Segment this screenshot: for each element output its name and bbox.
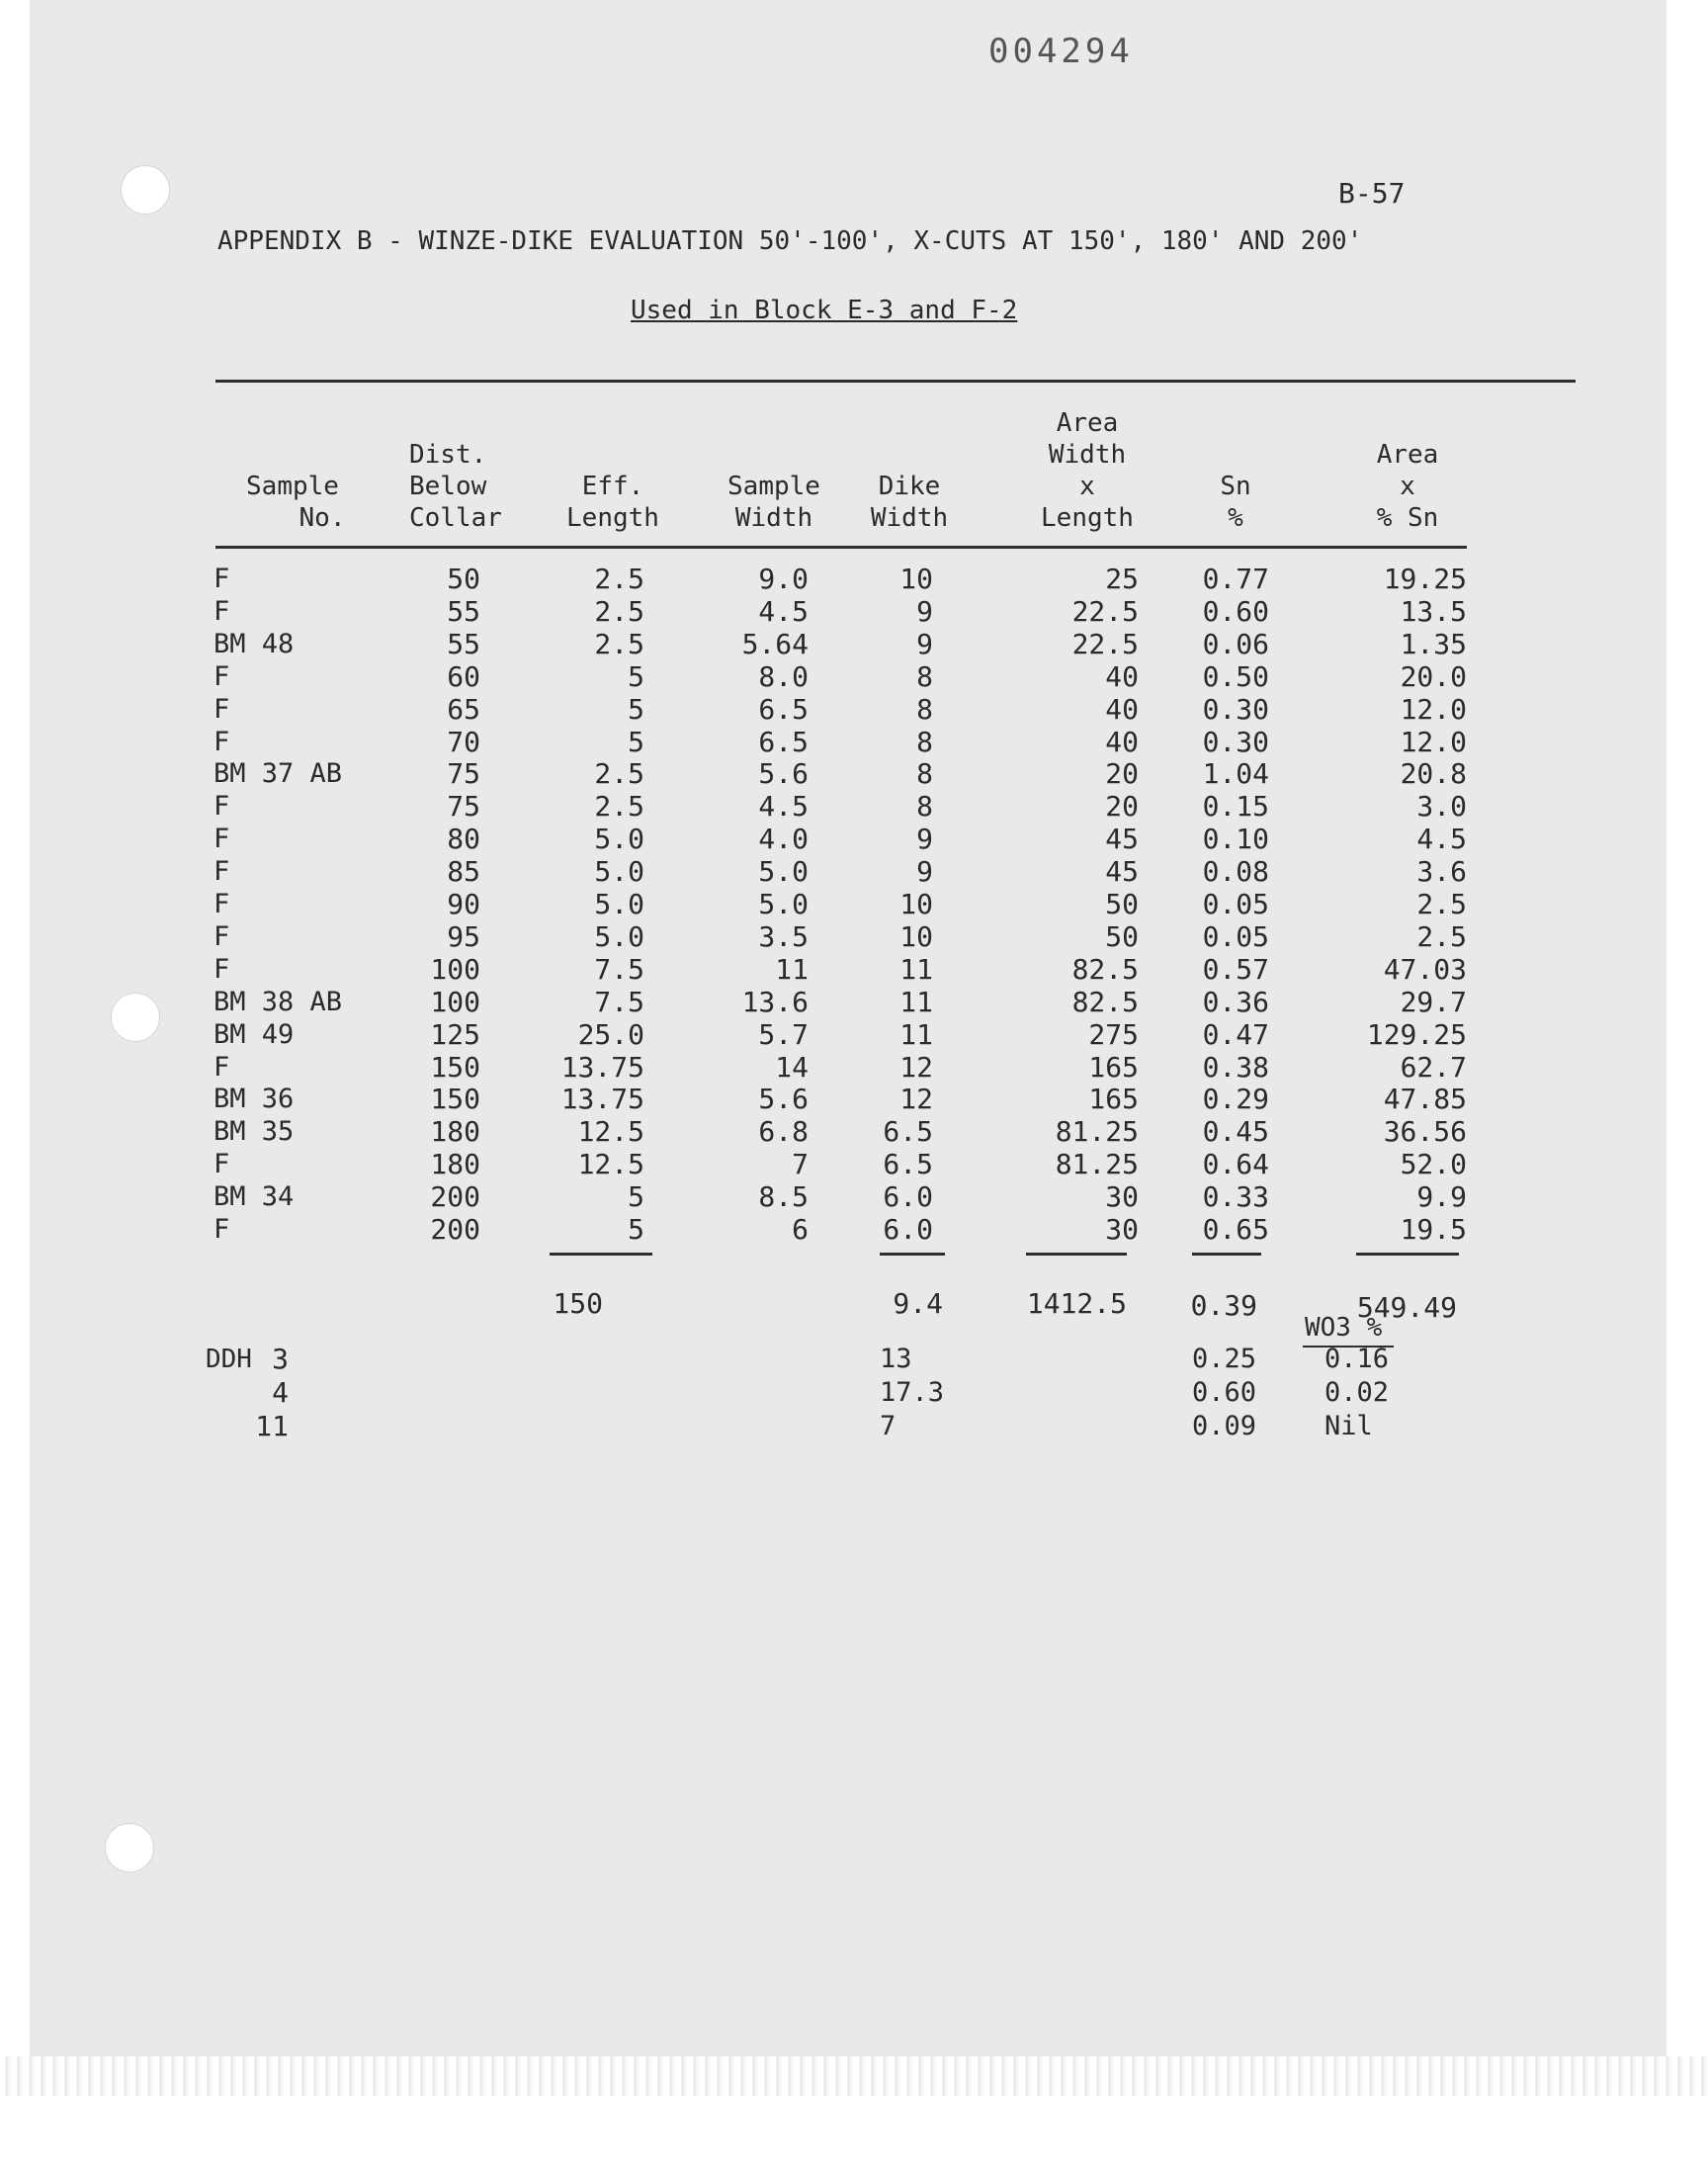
ddh-dike-width: 7 — [880, 1410, 897, 1441]
cell-sw: 6.5 — [758, 725, 809, 758]
cell-axs: 9.9 — [1416, 1180, 1467, 1214]
cell-area: 50 — [1105, 888, 1139, 920]
page-subtitle: Used in Block E-3 and F-2 — [631, 296, 1018, 325]
cell-dw: 10 — [899, 563, 933, 595]
cell-dist: 150 — [430, 1050, 480, 1084]
cell-sn: 0.08 — [1202, 855, 1269, 889]
ddh-sn: 0.09 — [1192, 1410, 1257, 1441]
cell-sn: 1.04 — [1202, 757, 1269, 791]
cell-dw: 6.5 — [883, 1115, 933, 1149]
header-dist-line-2: Below — [409, 472, 487, 501]
cell-axs: 12.0 — [1400, 692, 1467, 726]
dike-width-total-rule — [880, 1253, 945, 1256]
cell-sn: 0.10 — [1202, 823, 1269, 856]
cell-area: 81.25 — [1055, 1115, 1139, 1149]
cell-dw: 6.0 — [883, 1180, 933, 1214]
cell-eff: 13.75 — [560, 1083, 644, 1116]
cell-dist: 55 — [447, 594, 480, 628]
cell-eff: 12.5 — [577, 1148, 644, 1181]
cell-eff: 5.0 — [594, 919, 644, 953]
cell-area: 82.5 — [1071, 985, 1139, 1018]
cell-sn: 0.30 — [1202, 692, 1269, 726]
cell-sn: 0.05 — [1202, 919, 1269, 953]
table-top-rule — [215, 380, 1576, 383]
cell-eff: 5.0 — [594, 823, 644, 856]
header-sample-line-1: Sample — [246, 472, 339, 501]
cell-eff: 2.5 — [594, 563, 644, 595]
cell-dw: 9 — [916, 627, 933, 660]
cell-eff: 5 — [628, 725, 644, 758]
cell-eff: 25.0 — [577, 1017, 644, 1051]
cell-sn: 0.50 — [1202, 659, 1269, 693]
cell-dw: 6.5 — [883, 1148, 933, 1181]
cell-sw: 6 — [792, 1213, 809, 1246]
header-eff-line-1: Eff. — [581, 472, 644, 501]
cell-eff: 5 — [628, 1213, 644, 1246]
cell-dist: 180 — [430, 1115, 480, 1149]
cell-sw: 8.0 — [758, 659, 809, 693]
cell-area: 22.5 — [1071, 627, 1139, 660]
cell-sample-no: F — [214, 856, 230, 888]
cell-sw: 7 — [792, 1148, 809, 1181]
cell-eff: 5 — [628, 1180, 644, 1214]
cell-sample-no: BM 37 AB — [214, 758, 343, 790]
cell-sample-no: BM 48 — [214, 628, 295, 659]
total-eff-length: 150 — [553, 1286, 603, 1320]
cell-area: 45 — [1105, 823, 1139, 856]
page-title: APPENDIX B - WINZE-DIKE EVALUATION 50'-100', X-CUTS AT 150', 180' AND 200' — [217, 226, 1363, 256]
cell-axs: 2.5 — [1416, 919, 1467, 953]
cell-sw: 6.5 — [758, 692, 809, 726]
cell-sample-no: F — [214, 824, 230, 855]
cell-sw: 8.5 — [758, 1180, 809, 1214]
cell-dw: 8 — [916, 790, 933, 824]
header-sample-line-2: No. — [299, 503, 346, 533]
cell-eff: 5.0 — [594, 855, 644, 889]
scan-artifact-band — [0, 2056, 1708, 2096]
cell-axs: 29.7 — [1400, 985, 1467, 1018]
cell-axs: 47.03 — [1383, 952, 1467, 986]
header-axs-line-3: % Sn — [1376, 503, 1439, 533]
cell-eff: 13.75 — [560, 1050, 644, 1084]
cell-dist: 60 — [447, 659, 480, 693]
punch-hole-bottom — [105, 1823, 154, 1872]
cell-area: 22.5 — [1071, 594, 1139, 628]
cell-eff: 2.5 — [594, 627, 644, 660]
cell-axs: 3.0 — [1416, 790, 1467, 824]
cell-sample-no: BM 34 — [214, 1181, 295, 1213]
cell-sw: 13.6 — [741, 985, 809, 1018]
cell-sample-no: F — [214, 953, 230, 985]
cell-axs: 20.8 — [1400, 757, 1467, 791]
cell-dist: 150 — [430, 1083, 480, 1116]
cell-dist: 75 — [447, 757, 480, 791]
cell-sample-no: F — [214, 1149, 230, 1180]
total-sn: 0.39 — [1190, 1288, 1257, 1322]
cell-dw: 12 — [899, 1083, 933, 1116]
header-rule — [215, 546, 1467, 549]
cell-sn: 0.60 — [1202, 594, 1269, 628]
cell-area: 40 — [1105, 692, 1139, 726]
cell-sample-no: BM 35 — [214, 1116, 295, 1148]
cell-dw: 8 — [916, 692, 933, 726]
cell-dw: 6.0 — [883, 1213, 933, 1246]
cell-dist: 80 — [447, 823, 480, 856]
cell-sw: 11 — [775, 952, 809, 986]
cell-area: 20 — [1105, 757, 1139, 791]
cell-sample-no: F — [214, 920, 230, 952]
ddh-wo3: Nil — [1324, 1410, 1373, 1441]
cell-eff: 7.5 — [594, 952, 644, 986]
cell-sample-no: F — [214, 660, 230, 692]
cell-axs: 3.6 — [1416, 855, 1467, 889]
cell-dist: 100 — [430, 952, 480, 986]
cell-area: 81.25 — [1055, 1148, 1139, 1181]
ddh-dike-width: 17.3 — [880, 1376, 945, 1408]
cell-axs: 12.0 — [1400, 725, 1467, 758]
header-sw-line-1: Sample — [727, 472, 820, 501]
cell-sn: 0.38 — [1202, 1050, 1269, 1084]
cell-dw: 9 — [916, 855, 933, 889]
cell-axs: 2.5 — [1416, 888, 1467, 920]
cell-sn: 0.47 — [1202, 1017, 1269, 1051]
header-sn-line-1: Sn — [1220, 472, 1251, 501]
cell-sample-no: F — [214, 1051, 230, 1083]
cell-dist: 75 — [447, 790, 480, 824]
cell-sample-no: BM 49 — [214, 1018, 295, 1050]
cell-sw: 5.6 — [758, 1083, 809, 1116]
cell-axs: 129.25 — [1366, 1017, 1467, 1051]
cell-area: 82.5 — [1071, 952, 1139, 986]
punch-hole-top — [121, 165, 170, 215]
cell-dw: 8 — [916, 659, 933, 693]
cell-eff: 2.5 — [594, 790, 644, 824]
cell-dist: 95 — [447, 919, 480, 953]
cell-sw: 5.64 — [741, 627, 809, 660]
cell-dist: 70 — [447, 725, 480, 758]
cell-dist: 55 — [447, 627, 480, 660]
ddh-wo3: 0.02 — [1324, 1376, 1390, 1408]
wo3-percent-header: WO3 % — [1305, 1312, 1383, 1343]
cell-sn: 0.30 — [1202, 725, 1269, 758]
cell-sample-no: F — [214, 889, 230, 919]
cell-dist: 50 — [447, 563, 480, 595]
cell-sn: 0.57 — [1202, 952, 1269, 986]
cell-sw: 9.0 — [758, 563, 809, 595]
cell-dw: 8 — [916, 757, 933, 791]
cell-area: 165 — [1088, 1050, 1139, 1084]
cell-sw: 4.5 — [758, 594, 809, 628]
cell-area: 50 — [1105, 919, 1139, 953]
cell-dist: 125 — [430, 1017, 480, 1051]
header-dw-line-2: Width — [870, 503, 949, 533]
cell-eff: 5 — [628, 692, 644, 726]
cell-dw: 9 — [916, 594, 933, 628]
punch-hole-middle — [111, 993, 160, 1042]
cell-sn: 0.29 — [1202, 1083, 1269, 1116]
cell-sample-no: F — [214, 791, 230, 823]
cell-axs: 36.56 — [1383, 1115, 1467, 1149]
cell-area: 20 — [1105, 790, 1139, 824]
total-dike-width: 9.4 — [893, 1286, 943, 1320]
cell-sample-no: F — [214, 564, 230, 594]
header-area-line-4: Length — [1041, 503, 1134, 533]
cell-area: 165 — [1088, 1083, 1139, 1116]
cell-sn: 0.64 — [1202, 1148, 1269, 1181]
ddh-hole-no: 4 — [272, 1375, 289, 1409]
cell-dist: 90 — [447, 888, 480, 920]
area-total-rule — [1026, 1253, 1127, 1256]
cell-axs: 19.5 — [1400, 1213, 1467, 1246]
cell-area: 40 — [1105, 659, 1139, 693]
cell-dw: 11 — [899, 952, 933, 986]
ddh-wo3: 0.16 — [1324, 1343, 1390, 1374]
ddh-hole-no: 11 — [255, 1409, 289, 1442]
cell-axs: 47.85 — [1383, 1083, 1467, 1116]
cell-sw: 4.0 — [758, 823, 809, 856]
header-sn-line-2: % — [1228, 503, 1243, 533]
cell-dist: 180 — [430, 1148, 480, 1181]
cell-sw: 5.6 — [758, 757, 809, 791]
header-sw-line-2: Width — [734, 503, 813, 533]
header-dw-line-1: Dike — [878, 472, 941, 501]
cell-area: 40 — [1105, 725, 1139, 758]
ddh-sn: 0.60 — [1192, 1376, 1257, 1408]
cell-dw: 11 — [899, 1017, 933, 1051]
total-area-x-sn: 549.49 — [1356, 1290, 1457, 1324]
cell-sn: 0.05 — [1202, 888, 1269, 920]
cell-sw: 3.5 — [758, 919, 809, 953]
ddh-dike-width: 13 — [880, 1343, 912, 1374]
cell-sn: 0.65 — [1202, 1213, 1269, 1246]
cell-sw: 5.0 — [758, 855, 809, 889]
cell-area: 275 — [1088, 1017, 1139, 1051]
cell-sn: 0.36 — [1202, 985, 1269, 1018]
cell-sw: 4.5 — [758, 790, 809, 824]
header-area-line-1: Area — [1056, 408, 1119, 438]
area-x-sn-total-rule — [1356, 1253, 1459, 1256]
cell-eff: 12.5 — [577, 1115, 644, 1149]
cell-axs: 13.5 — [1400, 594, 1467, 628]
ddh-sn: 0.25 — [1192, 1343, 1257, 1374]
cell-axs: 52.0 — [1400, 1148, 1467, 1181]
cell-sample-no: BM 38 AB — [214, 986, 343, 1017]
cell-dist: 200 — [430, 1180, 480, 1214]
cell-sample-no: F — [214, 595, 230, 627]
cell-sample-no: BM 36 — [214, 1084, 295, 1115]
cell-sn: 0.77 — [1202, 563, 1269, 595]
cell-dw: 11 — [899, 985, 933, 1018]
cell-eff: 5 — [628, 659, 644, 693]
cell-axs: 1.35 — [1400, 627, 1467, 660]
cell-sw: 6.8 — [758, 1115, 809, 1149]
cell-area: 30 — [1105, 1180, 1139, 1214]
cell-eff: 2.5 — [594, 757, 644, 791]
header-eff-line-2: Length — [566, 503, 659, 533]
document-id: 004294 — [988, 32, 1134, 71]
header-area-line-3: x — [1079, 472, 1095, 501]
cell-area: 45 — [1105, 855, 1139, 889]
cell-sw: 14 — [775, 1050, 809, 1084]
cell-axs: 62.7 — [1400, 1050, 1467, 1084]
cell-dist: 65 — [447, 692, 480, 726]
cell-sw: 5.0 — [758, 888, 809, 920]
cell-dw: 10 — [899, 919, 933, 953]
cell-axs: 4.5 — [1416, 823, 1467, 856]
cell-dw: 12 — [899, 1050, 933, 1084]
cell-dw: 10 — [899, 888, 933, 920]
cell-sample-no: F — [214, 1214, 230, 1245]
ddh-hole-no: 3 — [272, 1342, 289, 1375]
header-axs-line-1: Area — [1376, 440, 1439, 470]
cell-sample-no: F — [214, 726, 230, 757]
cell-sn: 0.06 — [1202, 627, 1269, 660]
cell-dw: 9 — [916, 823, 933, 856]
cell-eff: 7.5 — [594, 985, 644, 1018]
cell-axs: 20.0 — [1400, 659, 1467, 693]
cell-dist: 85 — [447, 855, 480, 889]
page-reference: B-57 — [1338, 177, 1406, 210]
sn-total-rule — [1192, 1253, 1261, 1256]
cell-axs: 19.25 — [1383, 563, 1467, 595]
header-dist-line-1: Dist. — [409, 440, 487, 470]
cell-sn: 0.15 — [1202, 790, 1269, 824]
cell-dw: 8 — [916, 725, 933, 758]
cell-area: 30 — [1105, 1213, 1139, 1246]
header-axs-line-2: x — [1400, 472, 1415, 501]
cell-sample-no: F — [214, 693, 230, 725]
cell-dist: 100 — [430, 985, 480, 1018]
ddh-label: DDH — [206, 1344, 252, 1374]
cell-sn: 0.45 — [1202, 1115, 1269, 1149]
cell-area: 25 — [1105, 563, 1139, 595]
header-area-line-2: Width — [1048, 440, 1127, 470]
cell-sn: 0.33 — [1202, 1180, 1269, 1214]
cell-eff: 5.0 — [594, 888, 644, 920]
header-dist-line-3: Collar — [409, 503, 502, 533]
total-area: 1412.5 — [1026, 1286, 1127, 1320]
eff-total-rule — [550, 1253, 652, 1256]
cell-eff: 2.5 — [594, 594, 644, 628]
cell-sw: 5.7 — [758, 1017, 809, 1051]
cell-dist: 200 — [430, 1213, 480, 1246]
